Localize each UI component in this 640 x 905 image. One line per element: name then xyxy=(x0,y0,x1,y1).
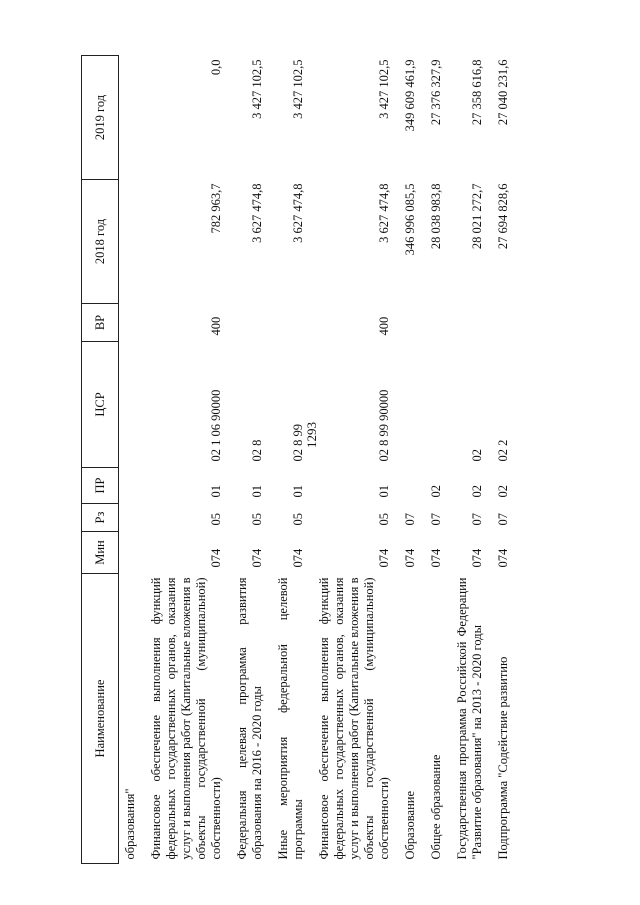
row-pr: 01 xyxy=(377,485,391,498)
rotated-page xyxy=(81,56,621,864)
row-vr xyxy=(265,304,306,342)
row-2018: 28 021 272,7 xyxy=(470,183,484,250)
row-2019 xyxy=(119,56,139,180)
row-rz: 07 xyxy=(403,513,417,526)
row-csr: 02 8 99 90000 xyxy=(377,389,391,462)
header-name: Наименование xyxy=(82,574,119,864)
row-vr xyxy=(485,304,511,342)
row-name: Федеральная целевая программа развития образования на 2016 - 2020 годы xyxy=(235,577,264,860)
row-csr: 02 1 06 90000 xyxy=(209,389,223,462)
row-rz: 07 xyxy=(429,513,443,526)
row-min: 074 xyxy=(429,548,443,568)
row-min: 074 xyxy=(209,548,223,568)
row-2019: 0,0 xyxy=(209,59,223,76)
row-min: 074 xyxy=(250,548,264,568)
row-min: 074 xyxy=(291,548,305,568)
row-2019: 27 358 616,8 xyxy=(470,59,484,126)
table-row xyxy=(138,56,224,864)
row-2018: 346 996 085,5 xyxy=(403,183,417,256)
row-2018: 3 627 474,8 xyxy=(291,183,305,243)
header-2018: 2018 год xyxy=(82,180,119,304)
row-pr xyxy=(119,468,139,504)
row-name: Финансовое обеспечение выполнения функций федеральных государственных органов, оказания услуг и выполнения работ (Капитальные вложения в объекты государственной (муниципальной) собственности) xyxy=(149,577,223,860)
row-2019: 27 376 327,9 xyxy=(429,59,443,126)
table-row xyxy=(392,56,418,864)
row-min: 074 xyxy=(470,548,484,568)
row-name: Подпрограмма "Содействие развитию xyxy=(496,656,510,860)
row-csr: 02 8 99 xyxy=(291,424,305,462)
row-min xyxy=(119,532,139,574)
row-2018: 782 963,7 xyxy=(209,183,223,234)
row-2019: 3 427 102,5 xyxy=(250,59,264,119)
row-rz: 07 xyxy=(470,513,484,526)
row-rz: 05 xyxy=(250,513,264,526)
table-row xyxy=(306,56,392,864)
row-2019: 3 427 102,5 xyxy=(377,59,391,119)
row-pr: 01 xyxy=(250,485,264,498)
row-2019: 349 609 461,9 xyxy=(403,59,417,132)
row-min: 074 xyxy=(403,548,417,568)
row-rz: 07 xyxy=(496,513,510,526)
row-csr: 02 2 xyxy=(496,439,510,462)
row-csr: 02 xyxy=(470,449,484,462)
row-name: образования" xyxy=(123,788,137,860)
row-name: Финансовое обеспечение выполнения функций федеральных государственных органов, оказания услуг и выполнения работ (Капитальные вложения в объекты государственной (муниципальной) собственности) xyxy=(317,577,391,860)
header-min: Мин xyxy=(82,532,119,574)
table-row xyxy=(224,56,265,864)
row-pr xyxy=(392,468,418,504)
row-name: Общее образование xyxy=(429,754,443,860)
header-vr: ВР xyxy=(82,304,119,342)
row-vr xyxy=(392,304,418,342)
row-rz: 05 xyxy=(291,513,305,526)
table-header xyxy=(82,56,119,864)
table-row xyxy=(265,56,306,864)
row-name: Иные мероприятия федеральной целевой программы xyxy=(276,577,305,860)
row-csr xyxy=(119,342,139,468)
table-row xyxy=(485,56,511,864)
row-pr: 01 xyxy=(209,485,223,498)
table-row xyxy=(418,56,444,864)
row-2018: 27 694 828,6 xyxy=(496,183,510,250)
row-2018: 3 627 474,8 xyxy=(250,183,264,243)
row-pr: 02 xyxy=(429,485,443,498)
row-vr xyxy=(444,304,485,342)
row-name: Государственная программа Российской Федерации "Развитие образования" на 2013 - 2020 годы xyxy=(455,577,484,860)
row-rz: 05 xyxy=(377,513,391,526)
table-row xyxy=(119,56,139,864)
header-pr: ПР xyxy=(82,468,119,504)
row-pr: 01 xyxy=(291,485,305,498)
header-csr: ЦСР xyxy=(82,342,119,468)
row-csr xyxy=(418,342,444,468)
row-2019: 27 040 231,6 xyxy=(496,59,510,126)
row-name: Образование xyxy=(403,790,417,860)
row-min: 074 xyxy=(496,548,510,568)
row-rz: 05 xyxy=(209,513,223,526)
row-2018: 3 627 474,8 xyxy=(377,183,391,243)
row-2018: 28 038 983,8 xyxy=(429,183,443,250)
row-pr: 02 xyxy=(496,485,510,498)
header-2019: 2019 год xyxy=(82,56,119,180)
row-2019: 3 427 102,5 xyxy=(291,59,305,119)
row-vr xyxy=(224,304,265,342)
row-pr: 02 xyxy=(470,485,484,498)
row-csr: 02 8 xyxy=(250,439,264,462)
header-rz: Рз xyxy=(82,504,119,532)
page-number: 1293 xyxy=(304,422,319,448)
row-csr xyxy=(392,342,418,468)
row-vr: 400 xyxy=(209,316,223,336)
budget-table xyxy=(81,55,511,864)
row-2018 xyxy=(119,180,139,304)
row-vr: 400 xyxy=(377,316,391,336)
row-vr xyxy=(119,304,139,342)
row-rz xyxy=(119,504,139,532)
table-row xyxy=(444,56,485,864)
row-min: 074 xyxy=(377,548,391,568)
row-vr xyxy=(418,304,444,342)
